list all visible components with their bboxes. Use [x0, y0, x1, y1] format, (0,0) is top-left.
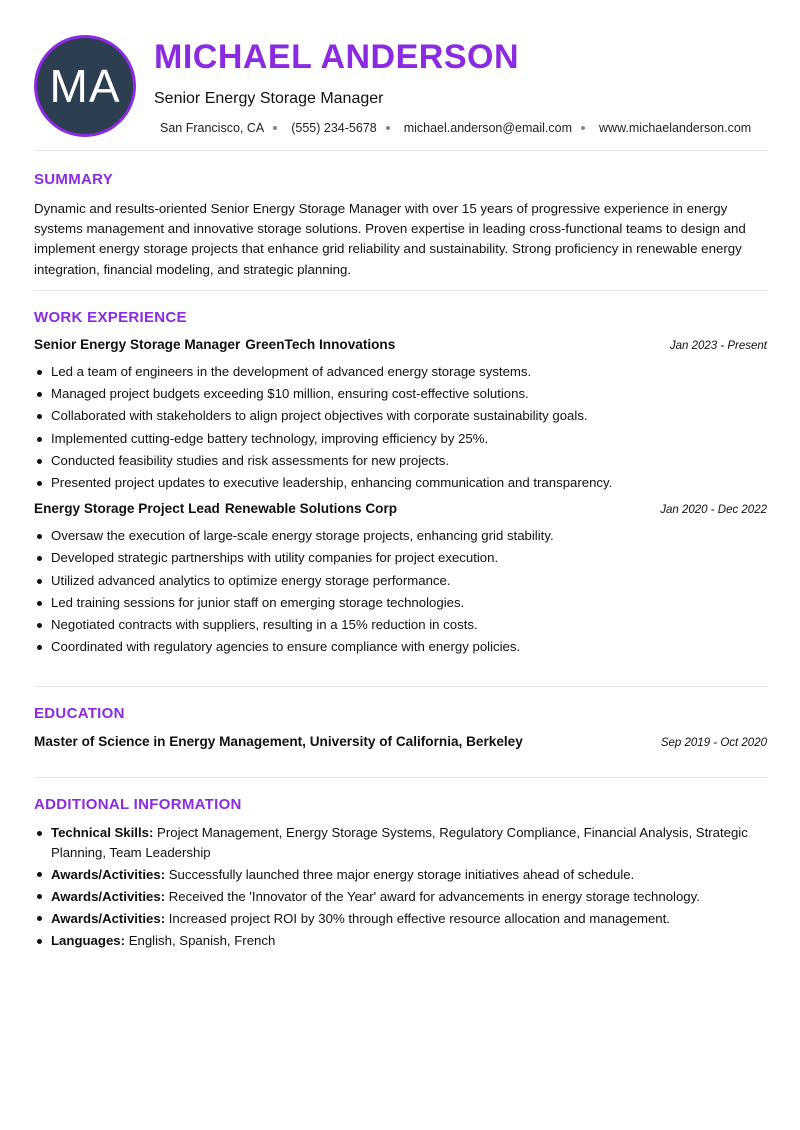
job-dates: Jan 2023 - Present — [669, 340, 767, 352]
bullet-separator — [581, 126, 585, 130]
education-entry — [34, 734, 767, 754]
job-position: Energy Storage Project Lead — [34, 501, 220, 517]
job-bullet: Managed project budgets exceeding $10 million, ensuring cost-effective solutions. — [34, 383, 767, 405]
job-company: GreenTech Innovations — [245, 337, 396, 352]
job-entry — [34, 501, 767, 658]
job-bullets — [34, 525, 767, 658]
avatar-initials: MA — [49, 60, 121, 112]
job-bullets — [34, 361, 767, 494]
job-bullet: Led training sessions for junior staff on emerging storage technologies. — [34, 592, 767, 614]
summary-heading: SUMMARY — [34, 171, 114, 188]
item-text: English, Spanish, French — [128, 933, 276, 949]
contact-location: San Francisco, CA — [160, 121, 265, 135]
bullet-separator — [386, 126, 390, 130]
education-section — [34, 687, 767, 778]
education-dates: Sep 2019 - Oct 2020 — [660, 737, 767, 749]
job-bullet: Presented project updates to executive leadership, enhancing communication and transparency. — [34, 472, 767, 494]
additional-info-heading: ADDITIONAL INFORMATION — [34, 796, 242, 813]
job-header — [34, 501, 767, 521]
job-dates: Jan 2020 - Dec 2022 — [660, 504, 767, 517]
contact-website: www.michaelanderson.com — [599, 121, 752, 135]
contact-phone: (555) 234-5678 — [291, 121, 377, 135]
avatar — [34, 35, 136, 137]
additional-info-section — [34, 778, 767, 951]
job-bullet: Utilized advanced analytics to optimize energy storage performance. — [34, 570, 767, 592]
job-header — [34, 337, 767, 357]
item-text: Successfully launched three major energy storage initiatives ahead of schedule. — [168, 866, 635, 882]
item-label: Languages: — [51, 933, 126, 949]
item-label: Technical Skills: — [51, 825, 154, 840]
additional-info-list — [34, 823, 767, 951]
work-experience-section — [34, 291, 767, 687]
additional-info-item — [34, 931, 767, 951]
education-heading: EDUCATION — [34, 705, 125, 722]
job-entry — [34, 337, 767, 494]
contact-email: michael.anderson@email.com — [403, 121, 573, 135]
additional-info-item — [34, 887, 767, 907]
contact-info — [160, 120, 751, 136]
candidate-name: MICHAEL ANDERSON — [154, 38, 520, 76]
summary-section — [34, 151, 767, 291]
additional-info-item — [34, 823, 767, 862]
work-experience-heading: WORK EXPERIENCE — [34, 309, 187, 326]
item-text: Received the 'Innovator of the Year' award for advancements in energy storage technology. — [168, 888, 700, 904]
job-bullet: Developed strategic partnerships with utility companies for project execution. — [34, 547, 767, 569]
job-bullet: Led a team of engineers in the development of advanced energy storage systems. — [34, 361, 767, 383]
additional-info-item — [34, 865, 767, 885]
candidate-title: Senior Energy Storage Manager — [154, 90, 384, 107]
job-bullet: Collaborated with stakeholders to align project objectives with corporate sustainability goals. — [34, 405, 767, 427]
job-bullet: Oversaw the execution of large-scale energy storage projects, enhancing grid stability. — [34, 525, 767, 547]
item-text: Project Management, Energy Storage Systems, Regulatory Compliance, Financial Analysis, Strategic Planning, Team Leadership — [51, 825, 748, 860]
item-text: Increased project ROI by 30% through effective resource allocation and management. — [168, 910, 670, 926]
job-bullet: Coordinated with regulatory agencies to ensure compliance with energy policies. — [34, 636, 767, 658]
additional-info-item — [34, 909, 767, 929]
item-label: Awards/Activities: — [51, 866, 166, 882]
job-title — [34, 337, 395, 352]
job-bullet: Negotiated contracts with suppliers, resulting in a 15% reduction in costs. — [34, 614, 767, 636]
item-label: Awards/Activities: — [51, 910, 166, 926]
summary-text: Dynamic and results-oriented Senior Energy Storage Manager with over 15 years of progressive experience in energy systems management and innovative storage solutions. Proven expertise in leading cross-functional teams to design and implement energy storage projects that enhance grid reliability and sustainability. Strong proficiency in renewable energy integration, financial modeling, and strategic planning. — [34, 201, 746, 277]
job-company: Renewable Solutions Corp — [224, 501, 398, 517]
job-bullet: Implemented cutting-edge battery technology, improving efficiency by 25%. — [34, 428, 767, 450]
job-bullet: Conducted feasibility studies and risk assessments for new projects. — [34, 450, 767, 472]
bullet-separator — [273, 126, 277, 130]
item-label: Awards/Activities: — [51, 888, 166, 904]
resume-header — [34, 0, 767, 151]
education-degree: Master of Science in Energy Management, University of California, Berkeley — [34, 734, 523, 749]
job-title — [34, 501, 397, 516]
job-position: Senior Energy Storage Manager — [34, 337, 241, 352]
